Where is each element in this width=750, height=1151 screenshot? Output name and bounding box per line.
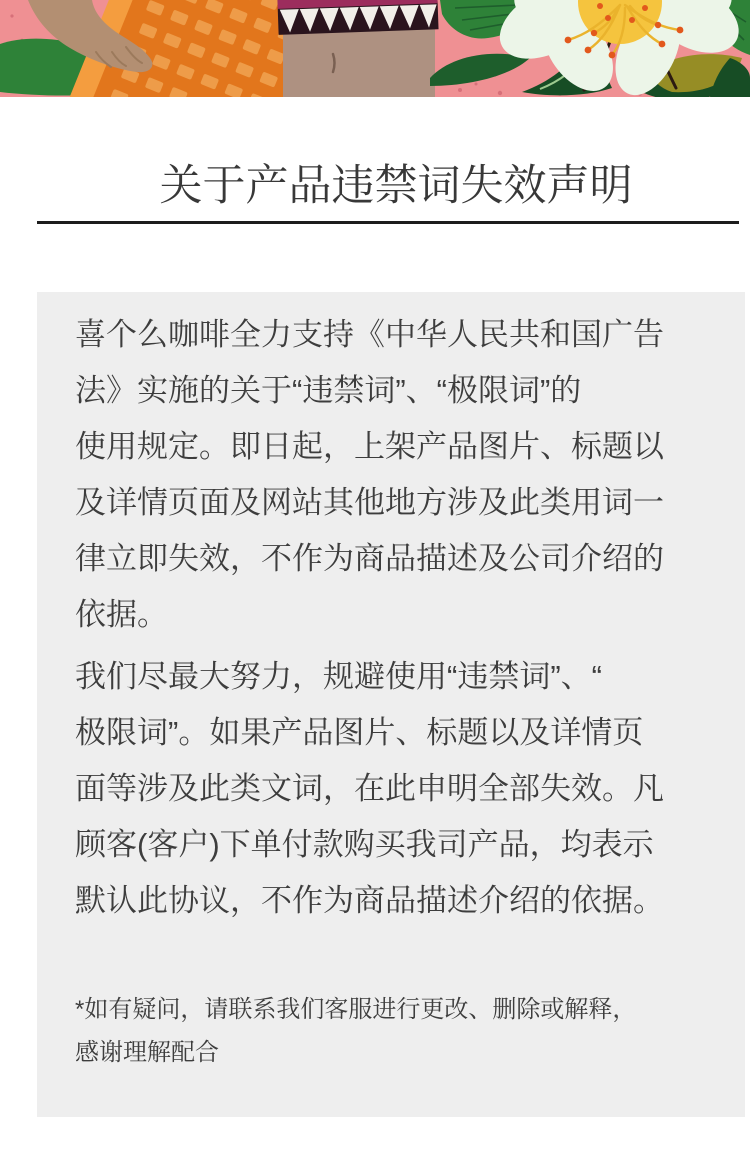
notice-line: 使用规定。即日起，上架产品图片、标题以 — [75, 429, 664, 464]
notice-body — [75, 307, 715, 929]
notice-footnote — [75, 988, 715, 1074]
notice-paragraph-2 — [75, 649, 715, 929]
notice-line: 我们尽最大努力，规避使用“违禁词”、“ — [75, 659, 602, 694]
notice-line: 依据。 — [75, 597, 168, 632]
notice-line: 极限词”。如果产品图片、标题以及详情页 — [75, 715, 644, 750]
footnote-line: 感谢理解配合 — [75, 1039, 219, 1066]
notice-panel — [37, 292, 745, 1117]
notice-line: 及详情页面及网站其他地方涉及此类用词一 — [75, 485, 664, 520]
footnote-line: *如有疑问，请联系我们客服进行更改、删除或解释， — [75, 996, 637, 1023]
notice-line: 律立即失效，不作为商品描述及公司介绍的 — [75, 541, 664, 576]
waistband — [277, 0, 438, 35]
title-underline — [37, 221, 739, 224]
hero-illustration — [0, 0, 750, 97]
notice-line: 面等涉及此类文词，在此申明全部失效。凡 — [75, 771, 664, 806]
notice-line: 喜个么咖啡全力支持《中华人民共和国广告 — [75, 317, 664, 352]
notice-line: 顾客(客户)下单付款购买我司产品，均表示 — [75, 827, 654, 862]
title-block — [37, 162, 739, 210]
notice-line: 默认此协议，不作为商品描述介绍的依据。 — [75, 883, 664, 918]
notice-paragraph-1 — [75, 307, 715, 643]
page-title: 关于产品违禁词失效声明 — [159, 162, 633, 210]
notice-line: 法》实施的关于“违禁词”、“极限词”的 — [75, 373, 582, 408]
